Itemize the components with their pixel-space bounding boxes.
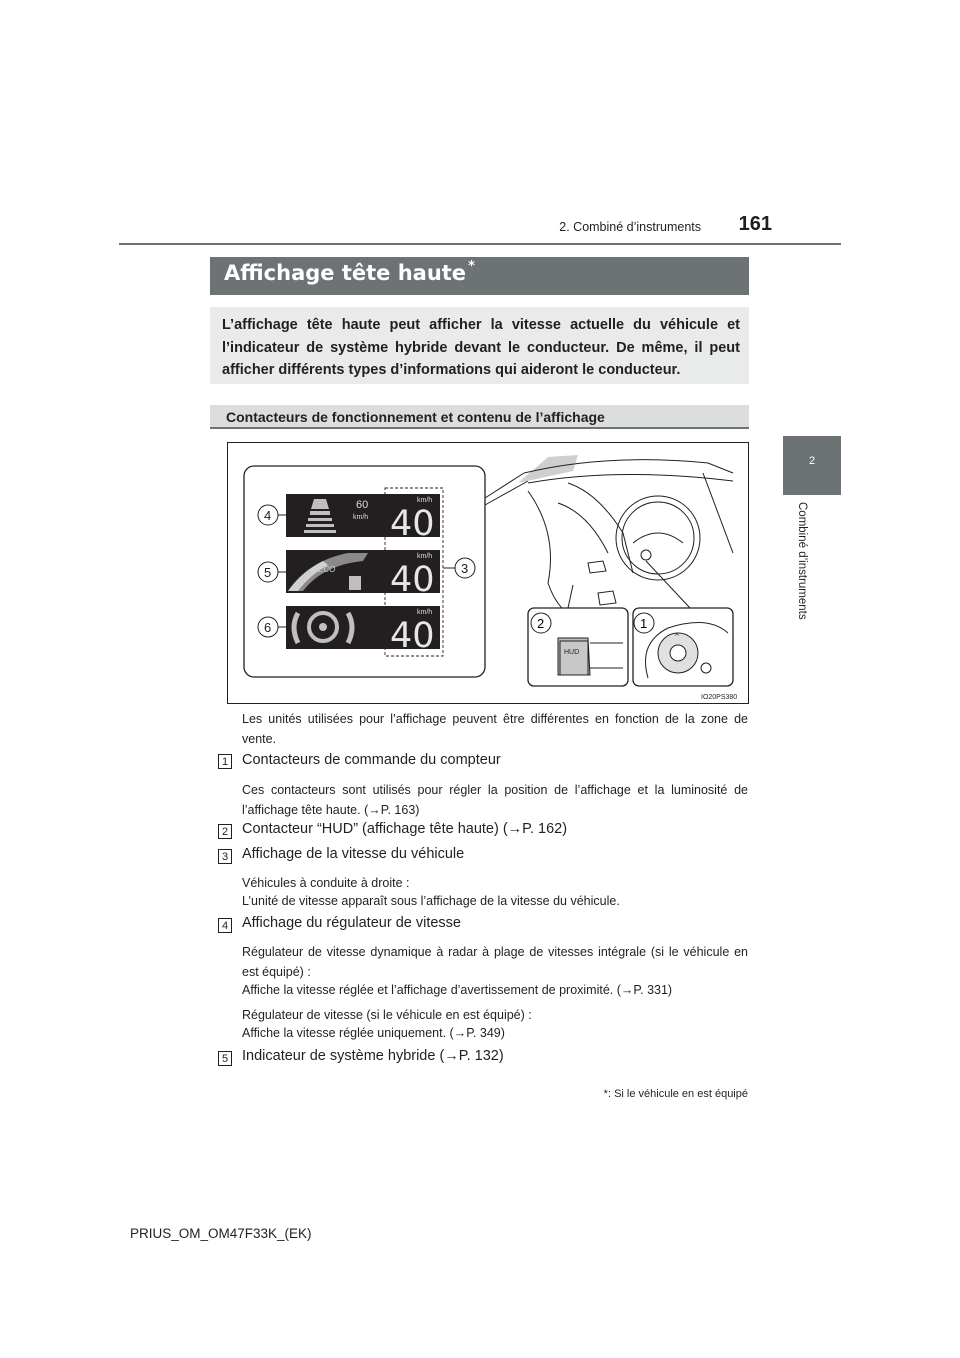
callout-6: 6	[264, 620, 272, 635]
hud-switch-label: HUD	[564, 649, 580, 656]
speed-value-1: 40	[390, 504, 435, 544]
item-body: Affiche la vitesse réglée uniquement. (→P. 349)	[242, 1026, 505, 1040]
svg-text:^: ^	[674, 633, 680, 641]
callout-4: 4	[264, 508, 272, 523]
item-title: Affichage de la vitesse du véhicule	[242, 846, 465, 862]
item-body: Véhicules à conduite à droite :	[242, 876, 410, 890]
item-number: 5	[218, 1051, 232, 1066]
speed-unit-1: km/h	[417, 497, 433, 504]
item-number: 3	[218, 849, 232, 864]
hud-figure	[227, 442, 749, 704]
item-title[interactable]: Contacteur “HUD” (affichage tête haute) (→P. 162)	[242, 821, 568, 837]
callout-3: 3	[461, 561, 469, 576]
speed-unit-2: km/h	[417, 553, 433, 560]
subsection-title: Contacteurs de fonctionnement et contenu de l’affichage	[226, 409, 605, 425]
running-header-section: 2. Combiné d’instruments	[559, 220, 701, 234]
set-speed-value: 60	[356, 499, 369, 511]
item-body: L’unité de vitesse apparaît sous l’affichage de la vitesse du véhicule.	[242, 894, 620, 908]
eco-label: ECO	[318, 565, 336, 574]
set-speed-unit: km/h	[353, 514, 369, 521]
document-code-footer: PRIUS_OM_OM47F33K_(EK)	[130, 1226, 312, 1241]
item-body: Régulateur de vitesse dynamique à radar à plage de vitesses intégrale (si le véhicule en est équipé) :	[242, 945, 748, 979]
item-number: 4	[218, 918, 232, 933]
speed-unit-3: km/h	[417, 609, 433, 616]
item-number: 1	[218, 754, 232, 769]
optional-equipment-marker: *	[468, 259, 475, 274]
figure-caption: Les unités utilisées pour l’affichage peuvent être différentes en fonction de la zone de vente.	[242, 712, 748, 746]
figure-code: IO20PS380	[701, 694, 738, 701]
intro-text: L’affichage tête haute peut afficher la vitesse actuelle du véhicule et l’indicateur de système hybride devant le conducteur. De même, il peut afficher différents types d’informations qui aideront le conducteur.	[222, 317, 740, 378]
callout-5: 5	[264, 565, 272, 580]
item-body: Ces contacteurs sont utilisés pour régler la position de l’affichage et la luminosité de l’affichage tête haute. (→P. 163)	[242, 783, 748, 817]
speed-value-2: 40	[390, 560, 435, 600]
page-number: 161	[738, 213, 772, 235]
hud-illustration	[228, 443, 748, 703]
section-title	[224, 261, 475, 285]
speed-value-3: 40	[390, 616, 435, 656]
callout-1: 1	[640, 616, 648, 631]
chapter-tab-label: Combiné d’instruments	[796, 502, 808, 620]
item-title: Affichage du régulateur de vitesse	[242, 915, 461, 931]
section-title-text: Affichage tête haute	[224, 261, 467, 285]
header-rule	[119, 243, 841, 245]
item-title[interactable]: Indicateur de système hybride (→P. 132)	[242, 1048, 504, 1064]
callout-2: 2	[537, 616, 545, 631]
item-title: Contacteurs de commande du compteur	[242, 752, 501, 768]
item-body: Affiche la vitesse réglée et l’affichage d’avertissement de proximité. (→P. 331)	[242, 983, 673, 997]
footnote: *: Si le véhicule en est équipé	[603, 1088, 748, 1100]
chapter-tab[interactable]: 2	[783, 436, 841, 495]
item-number: 2	[218, 824, 232, 839]
dashboard-drawing	[518, 455, 733, 623]
item-body: Régulateur de vitesse (si le véhicule en est équipé) :	[242, 1008, 532, 1022]
